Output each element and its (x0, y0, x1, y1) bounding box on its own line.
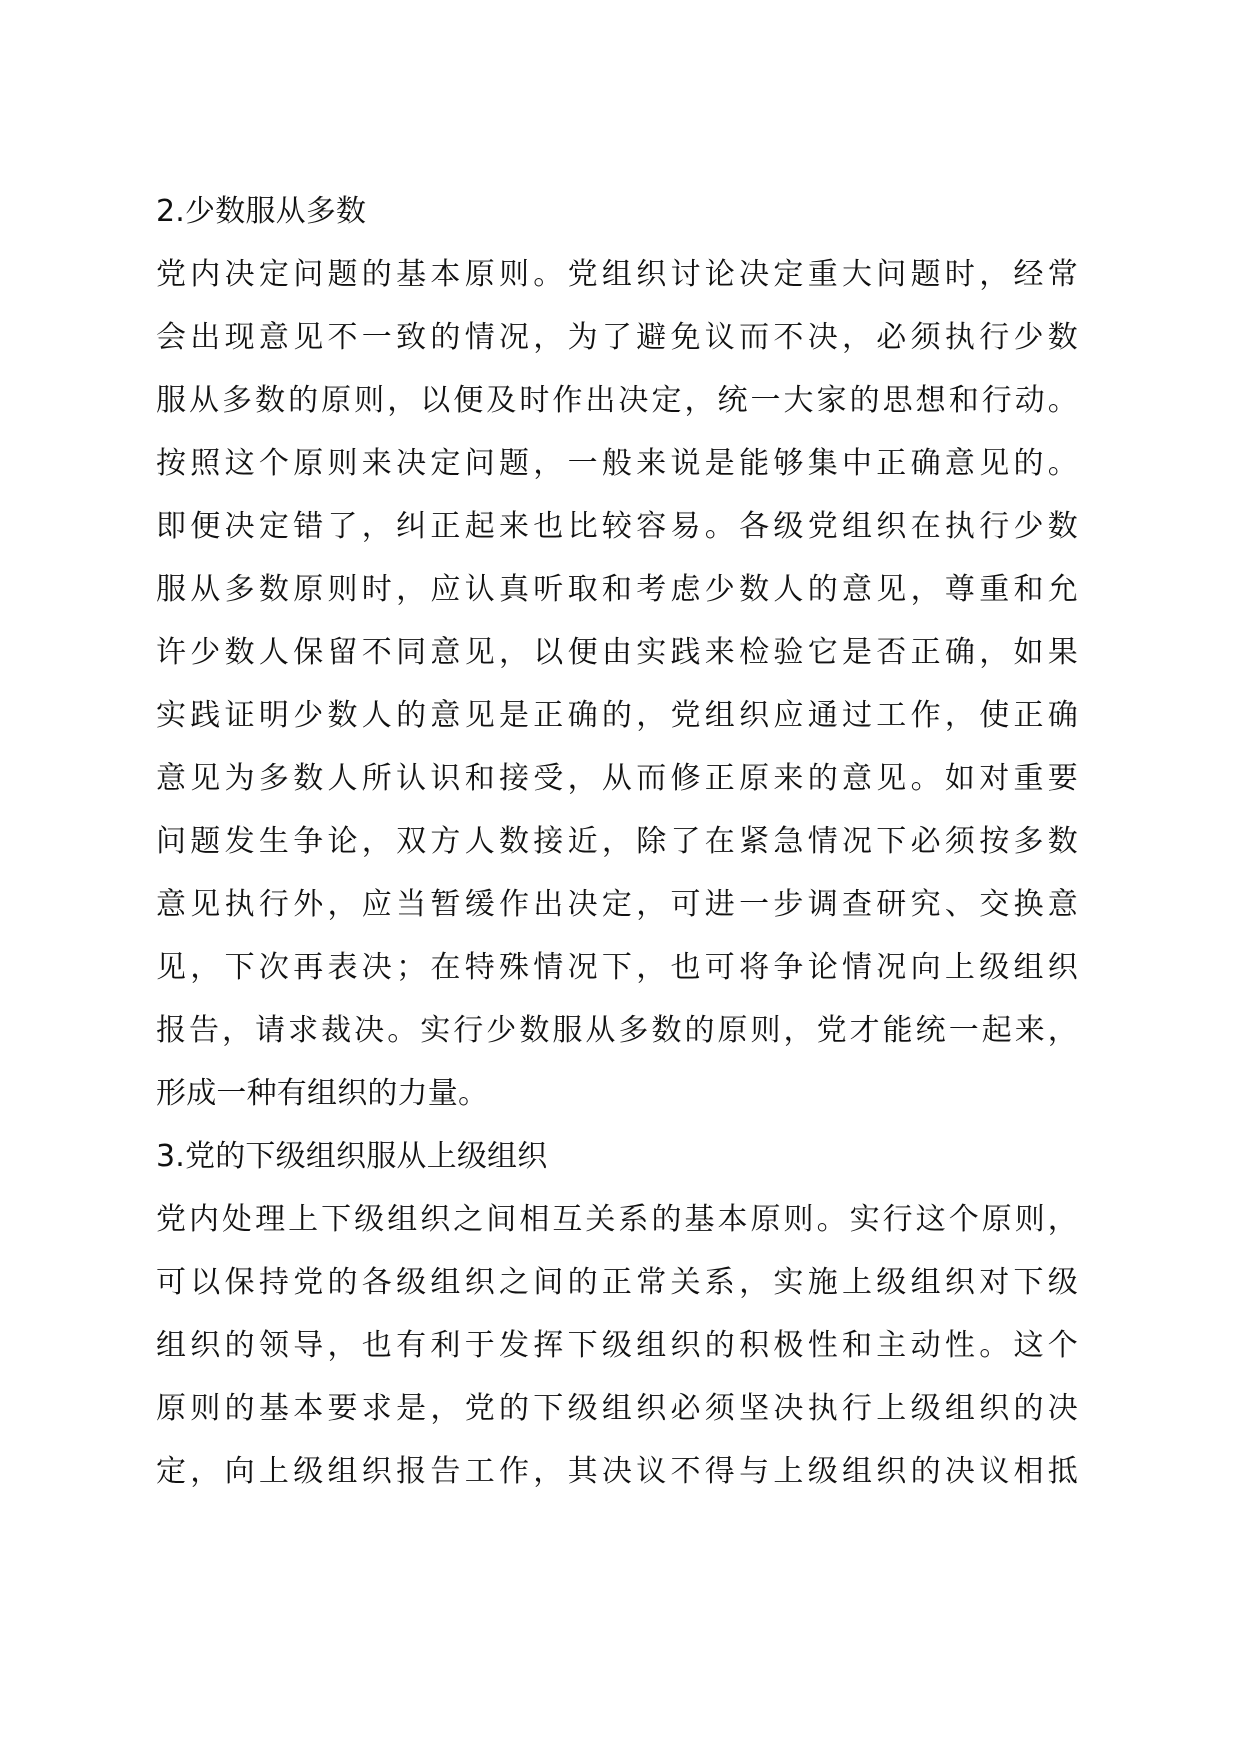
body-line: 党内处理上下级组织之间相互关系的基本原则。实行这个原则， (156, 1202, 1078, 1237)
body-line: 服从多数的原则，以便及时作出决定，统一大家的思想和行动。 (156, 383, 1078, 418)
body-line: 党内决定问题的基本原则。党组织讨论决定重大问题时，经常 (156, 257, 1078, 292)
body-line: 即便决定错了，纠正起来也比较容易。各级党组织在执行少数 (156, 509, 1078, 544)
body-line: 服从多数原则时，应认真听取和考虑少数人的意见，尊重和允 (156, 572, 1078, 607)
body-line: 许少数人保留不同意见，以便由实践来检验它是否正确，如果 (156, 635, 1078, 670)
body-line: 报告，请求裁决。实行少数服从多数的原则，党才能统一起来， (156, 1013, 1078, 1048)
body-line: 定，向上级组织报告工作，其决议不得与上级组织的决议相抵 (156, 1454, 1078, 1489)
body-line: 意见为多数人所认识和接受，从而修正原来的意见。如对重要 (156, 761, 1078, 796)
body-line: 按照这个原则来决定问题，一般来说是能够集中正确意见的。 (156, 446, 1078, 481)
body-line: 会出现意见不一致的情况，为了避免议而不决，必须执行少数 (156, 320, 1078, 355)
body-line: 组织的领导，也有利于发挥下级组织的积极性和主动性。这个 (156, 1328, 1078, 1363)
body-line: 问题发生争论，双方人数接近，除了在紧急情况下必须按多数 (156, 824, 1078, 859)
section-heading-3: 3.党的下级组织服从上级组织 (156, 1139, 548, 1174)
body-line: 见，下次再表决；在特殊情况下，也可将争论情况向上级组织 (156, 950, 1078, 985)
body-line: 可以保持党的各级组织之间的正常关系，实施上级组织对下级 (156, 1265, 1078, 1300)
body-line: 实践证明少数人的意见是正确的，党组织应通过工作，使正确 (156, 698, 1078, 733)
body-line: 形成一种有组织的力量。 (156, 1076, 489, 1111)
body-line: 意见执行外，应当暂缓作出决定，可进一步调查研究、交换意 (156, 887, 1078, 922)
section-heading-2: 2.少数服从多数 (156, 194, 367, 229)
body-line: 原则的基本要求是，党的下级组织必须坚决执行上级组织的决 (156, 1391, 1078, 1426)
